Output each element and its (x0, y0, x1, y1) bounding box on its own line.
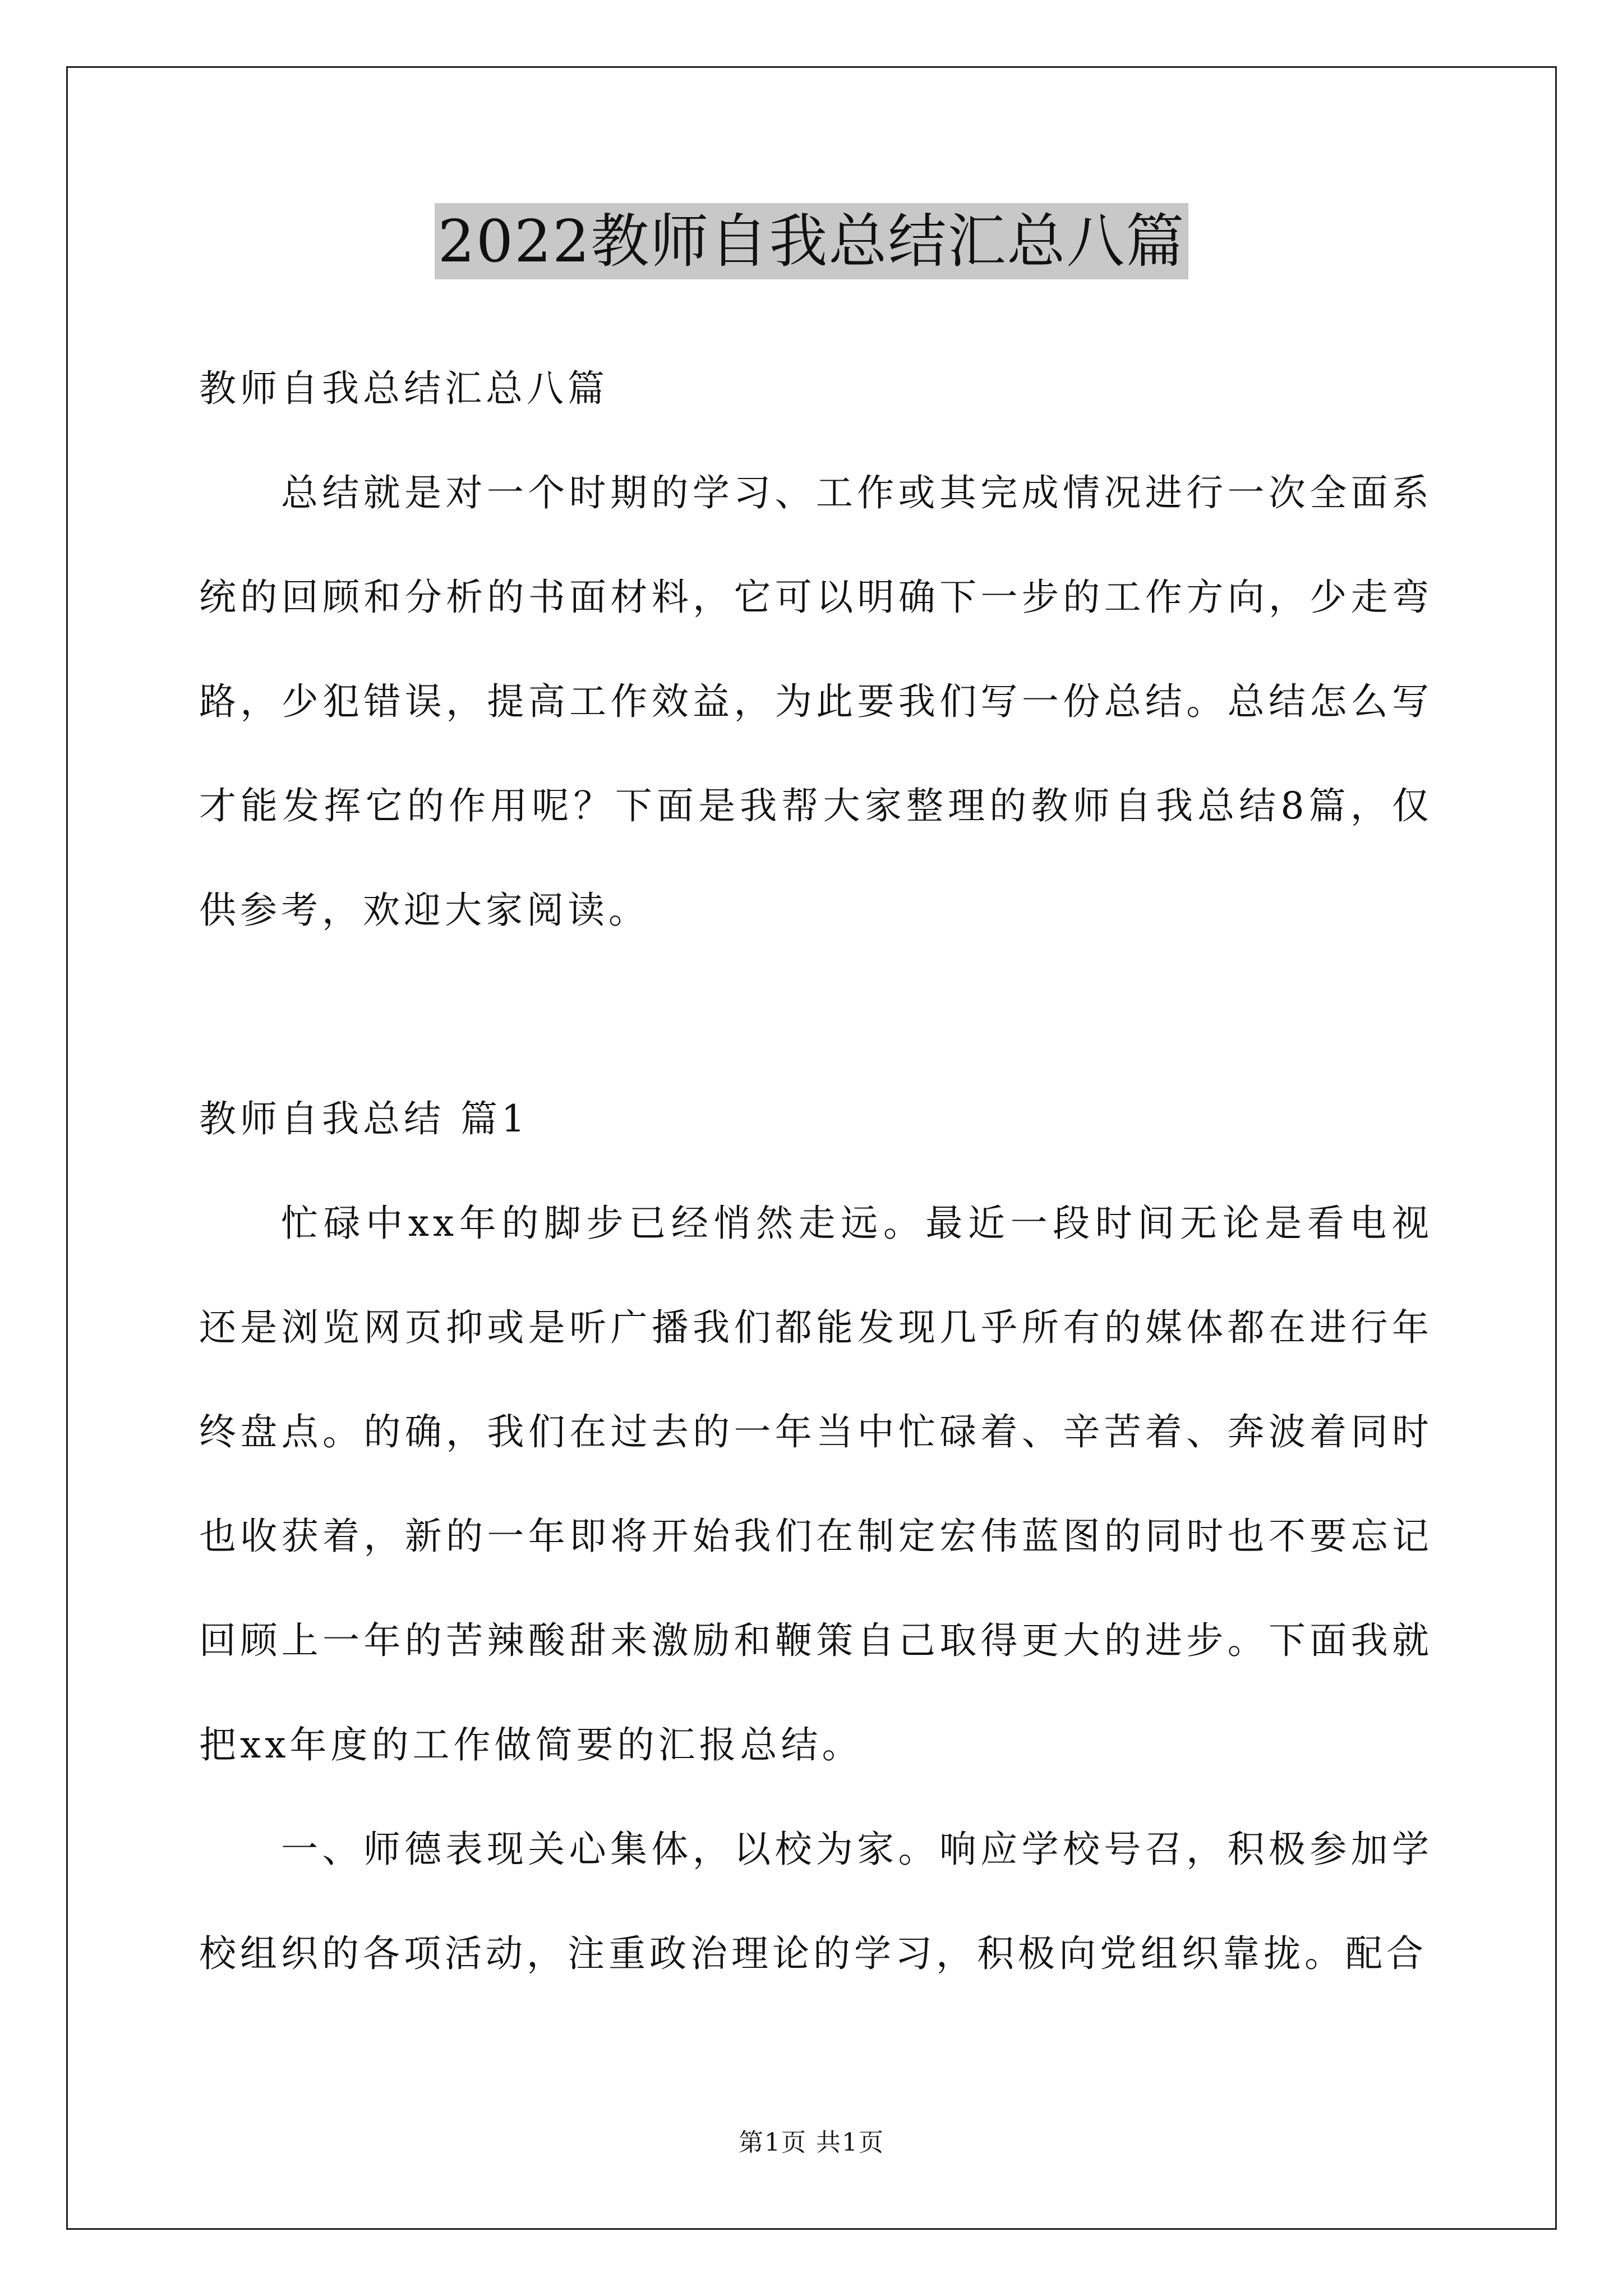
document-subtitle: 教师自我总结汇总八篇 (199, 367, 608, 410)
title-container (0, 203, 1623, 279)
intro-paragraph: 总结就是对一个时期的学习、工作或其完成情况进行一次全面系统的回顾和分析的书面材料，它可以明确下一步的工作方向，少走弯路，少犯错误，提高工作效益，为此要我们写一份总结。总结怎么写才能发挥它的作用呢？下面是我帮大家整理的教师自我总结8篇，仅供参考，欢迎大家阅读。 (199, 471, 1433, 932)
page-footer: 第1页 共1页 (739, 2128, 884, 2157)
body-paragraph-1: 忙碌中xx年的脚步已经悄然走远。最近一段时间无论是看电视还是浏览网页抑或是听广播我们都能发现几乎所有的媒体都在进行年终盘点。的确，我们在过去的一年当中忙碌着、辛苦着、奔波着同时也收获着，新的一年即将开始我们在制定宏伟蓝图的同时也不要忘记回顾上一年的苦辣酸甜来激励和鞭策自己取得更大的进步。下面我就把xx年度的工作做简要的汇报总结。 (199, 1202, 1433, 1766)
document-title: 2022教师自我总结汇总八篇 (435, 203, 1189, 279)
section-heading: 教师自我总结 篇1 (199, 1097, 529, 1140)
document-body (199, 337, 1433, 2006)
body-paragraph-2: 一、师德表现关心集体，以校为家。响应学校号召，积极参加学校组织的各项活动，注重政治理论的学习，积极向党组织靠拢。配合 (199, 1828, 1433, 1975)
